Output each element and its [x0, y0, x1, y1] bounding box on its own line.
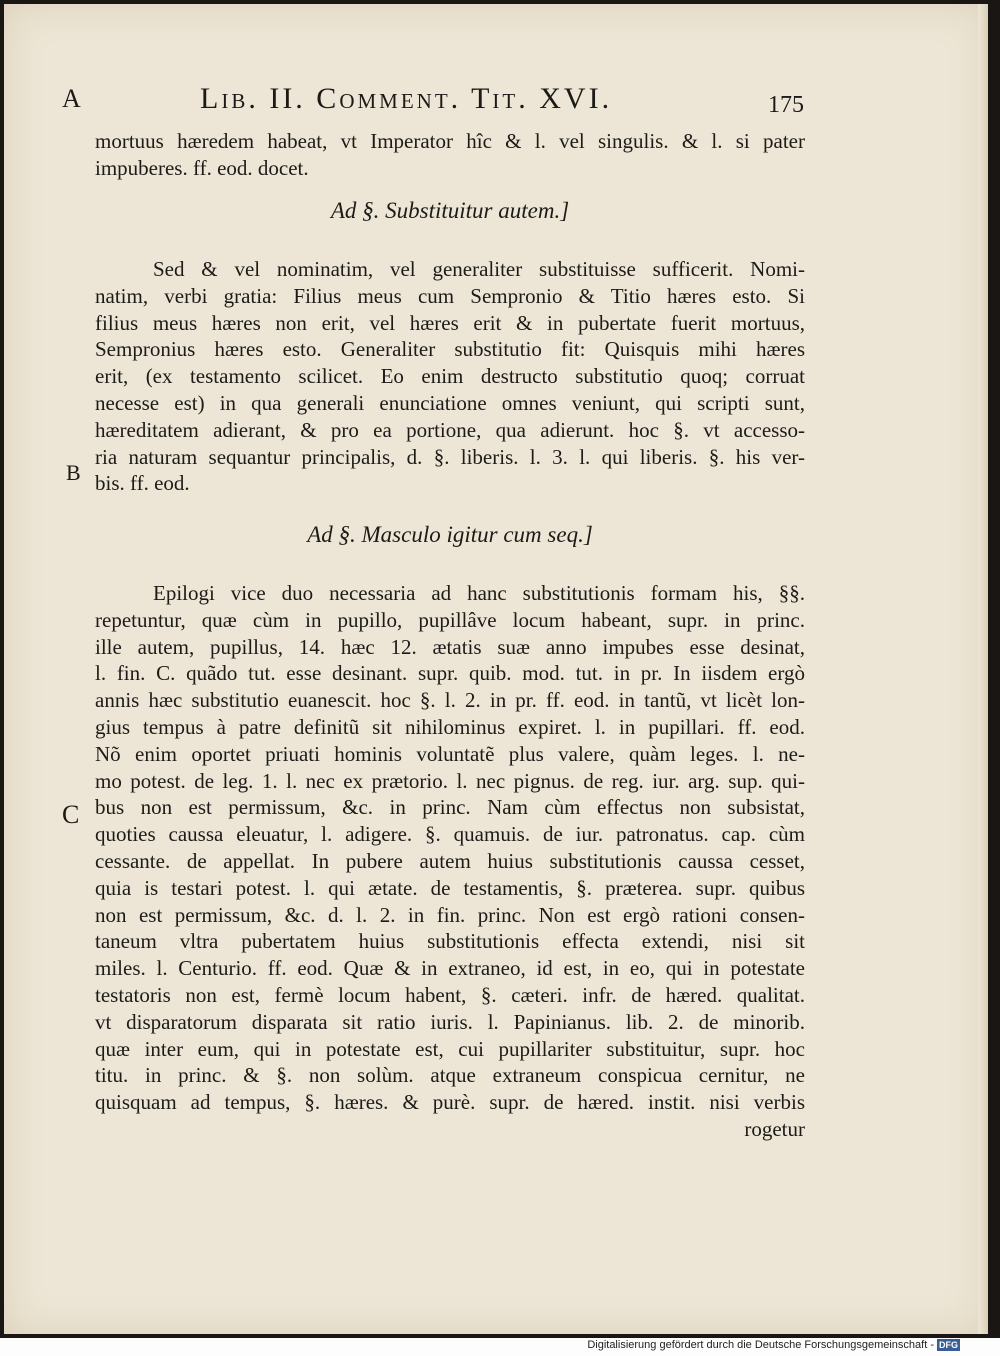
intro-text — [95, 128, 805, 182]
text-line: non est permissum, &c. d. l. 2. in fin. princ. Non est ergò rationi consen- — [95, 902, 805, 927]
text-line: quisquam ad tempus, §. hæres. & purè. supr. de hæred. instit. nisi verbis — [95, 1090, 805, 1115]
text-line: l. fin. C. quãdo tut. esse desinant. supr. quib. mod. tut. in pr. In iisdem ergò — [95, 661, 805, 686]
text-line: hæreditatem adierant, & pro ea portione, qua adierunt. hoc §. vt accesso- — [95, 417, 805, 442]
text-line: quoties caussa eleuatur, l. adigere. §. quamuis. de iur. patronatus. cap. cùm — [95, 822, 805, 847]
text-line: filius meus hæres non erit, vel hæres erit & in pubertate fuerit mortuus, — [95, 310, 805, 335]
text-line: testatoris non est, fermè locum habent, §. cæteri. infr. de hæred. qualitat. — [95, 982, 805, 1007]
running-head: Lib. II. Comment. Tit. XVI. — [200, 82, 613, 115]
text-line: taneum vltra pubertatem huius substitutionis effecta extendi, nisi sit — [95, 929, 805, 954]
text-line: quæ inter eum, qui in potestate est, cui pupillariter substituitur, supr. hoc — [95, 1036, 805, 1061]
digitization-footer — [587, 1339, 960, 1351]
text-line: mo potest. de leg. 1. l. nec ex prætorio. l. nec pignus. de reg. iur. arg. sup. qui- — [95, 768, 805, 793]
text-line: gius tempus à patre definitũ sit nihilominus expiret. l. in pupillari. ff. eod. — [95, 714, 805, 739]
margin-letter-a: A — [62, 84, 81, 113]
text-line: necesse est) in qua generali enunciatione omnes veniunt, qui scripti sunt, — [95, 390, 805, 415]
text-line: Epilogi vice duo necessaria ad hanc substitutionis formam his, §§. — [153, 581, 805, 605]
text-line: Sed & vel nominatim, vel generaliter substituisse sufficerit. Nomi- — [153, 257, 805, 281]
paragraph-1 — [95, 256, 805, 497]
text-line: bus non est permissum, &c. in princ. Nam cùm effectus non subsistat, — [95, 795, 805, 820]
text-line: impuberes. ff. eod. docet. — [95, 155, 309, 180]
section-heading-2: Ad §. Masculo igitur cum seq.] — [307, 522, 593, 547]
dfg-logo: DFG — [939, 1340, 958, 1351]
margin-letter-c: C — [62, 800, 80, 829]
footer-text: Digitalisierung gefördert durch die Deutsche Forschungsgemeinschaft - — [587, 1339, 934, 1351]
text-line: mortuus hæredem habeat, vt Imperator hîc & l. vel singulis. & l. si pater — [95, 129, 805, 153]
text-line: quia is testari potest. l. qui ætate. de testamentis, §. præterea. supr. quibus — [95, 875, 805, 900]
text-line: bis. ff. eod. — [95, 471, 190, 496]
text-line: titu. in princ. & §. non solùm. atque extraneum conspicua cernitur, ne — [95, 1063, 805, 1088]
page-number: 175 — [768, 92, 804, 118]
page-edge — [978, 4, 988, 1334]
text-line: miles. l. Centurio. ff. eod. Quæ & in extraneo, id est, in eo, qui in potestate — [95, 956, 805, 981]
text-line: natim, verbi gratia: Filius meus cum Sempronio & Titio hæres esto. Si — [95, 283, 805, 308]
text-line: repetuntur, quæ cùm in pupillo, pupillâve locum habeant, supr. in princ. — [95, 607, 805, 632]
text-line: Sempronius hæres esto. Generaliter substitutio fit: Quisquis mihi hæres — [95, 337, 805, 362]
text-line: ille autem, pupillus, 14. hæc 12. ætatis suæ anno impubes esse desinat, — [95, 634, 805, 659]
text-line: vt disparatorum disparata sit ratio iuris. l. Papinianus. lib. 2. de minorib. — [95, 1009, 805, 1034]
catchword: rogetur — [744, 1116, 805, 1141]
text-line: ria naturam sequantur principalis, d. §. liberis. l. 3. l. qui liberis. §. his ver- — [95, 444, 805, 469]
text-line: cessante. de appellat. In pubere autem huius substitutionis caussa cesset, — [95, 848, 805, 873]
paragraph-2 — [95, 580, 805, 1143]
section-heading-1: Ad §. Substituitur autem.] — [330, 198, 570, 223]
text-line: Nõ enim oportet priuati hominis voluntatẽ plus valere, quàm leges. l. ne- — [95, 741, 805, 766]
text-line: erit, (ex testamento scilicet. Eo enim destructo substitutio quoq; corruat — [95, 364, 805, 389]
margin-letter-b: B — [66, 460, 81, 485]
text-line: annis hæc substitutio euanescit. hoc §. l. 2. in pr. ff. eod. in tantũ, vt licèt lon- — [95, 688, 805, 713]
